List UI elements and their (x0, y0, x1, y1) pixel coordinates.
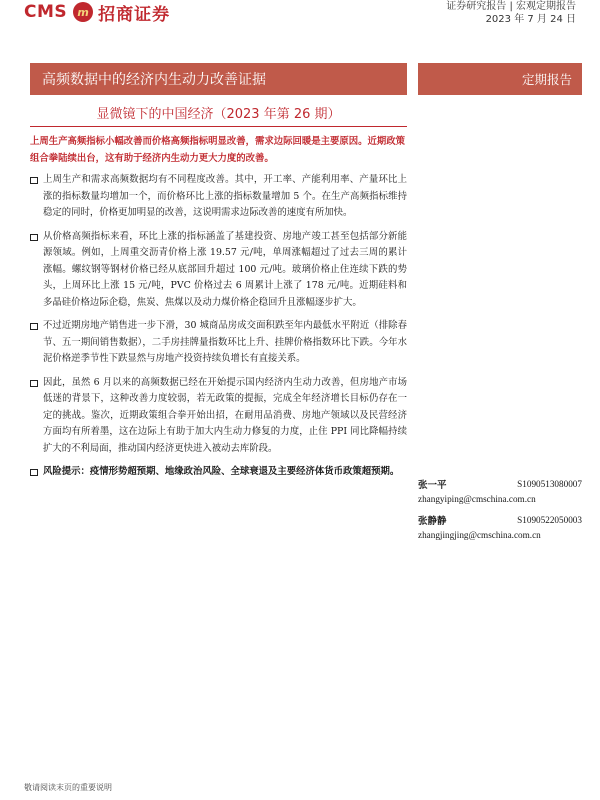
report-title: 高频数据中的经济内生动力改善证据 (42, 72, 266, 88)
subtitle-divider (30, 126, 407, 127)
analyst-license: S1090513080007 (517, 478, 582, 489)
report-title-bar (30, 63, 407, 95)
analyst-email[interactable]: zhangyiping@cmschina.com.cn (418, 493, 536, 504)
logo-cms-text: CMS (24, 2, 68, 22)
summary-paragraph: 上周生产高频指标小幅改善而价格高频指标明显改善，需求边际回暖是主要原因。近期政策组合拳陆续出台，这有助于经济内生动力更大力度的改善。 (30, 136, 406, 164)
bullet-square-icon (30, 323, 38, 330)
logo-company-name: 招商证券 (98, 4, 171, 25)
list-item (30, 318, 407, 368)
bullet-text: 因此，虽然 6 月以来的高频数据已经在开始提示国内经济内生动力改善，但房地产市场低迷的背景下，这种改善力度较弱，若无政策的提振，完成全年经济增长目标仍存在一定的挑战。鉴次，近期政策组合拳开始出招，在耐用品消费、房地产领域以及民营经济方面均有所着墨，这在边际上有助于加大内生动力修复的力度，止住 PPI 同比降幅持续扩大的不利局面，推动国内经济更快进入被动去库阶段。 (43, 376, 407, 454)
list-item (30, 375, 407, 458)
report-date: 2023 年 7 月 24 日 (485, 14, 576, 25)
report-category: 定期报告 (521, 72, 572, 87)
footer-disclaimer: 敬请阅读末页的重要说明 (24, 783, 112, 792)
bullet-text: 上周生产和需求高频数据均有不同程度改善。其中，开工率、产能利用率、产量环比上涨的指标数量均增加一个，而价格环比上涨的指标数量增加 5 个。在生产高频指标维持稳定的同时，价格更加明显的改善，这说明需求边际改善的速度有所加快。 (43, 174, 407, 218)
company-logo (24, 0, 170, 24)
risk-warning-item (30, 464, 407, 481)
list-item (30, 229, 407, 312)
key-points-list (30, 172, 407, 488)
analyst-license: S1090522050003 (517, 514, 582, 525)
analyst-name: 张一平 (418, 479, 447, 491)
analyst-name: 张静静 (418, 515, 447, 527)
report-type: 证券研究报告 | 宏观定期报告 (446, 1, 576, 12)
bullet-text: 从价格高频指标来看，环比上涨的指标涵盖了基建投资、房地产竣工甚至包括部分新能源领域。例如，上周重交沥青价格上涨 19.57 元/吨，单周涨幅超过了过去三周的累计涨幅。螺纹钢等钢材价格已经从底部回升超过 100 元/吨。玻璃价格止住连续下跌的势头，上周环比上涨 15 元/吨，PVC 价格过去 6 周累计上涨了 178 元/吨。近期硅料和多晶硅价格边际企稳，焦炭、焦煤以及动力煤价格企稳回升且涨幅逐步扩大。 (43, 230, 407, 308)
analyst-email[interactable]: zhangjingjing@cmschina.com.cn (418, 529, 541, 540)
bullet-square-icon (30, 380, 38, 387)
bullet-text: 不过近期房地产销售进一步下滑，30 城商品房成交面积跌至年内最低水平附近（排除春节、五一期间销售数据），二手房挂牌量指数环比上升、挂牌价格指数环比下跌。今年水泥价格逆季节性下跌显然与房地产投资持续负增长有直接关系。 (43, 320, 407, 364)
list-item (30, 172, 407, 222)
report-subtitle: 显微镜下的中国经济（2023 年第 26 期） (96, 107, 341, 122)
bullet-square-icon (30, 177, 38, 184)
bullet-square-icon (30, 469, 38, 476)
bullet-square-icon (30, 234, 38, 241)
risk-warning-text: 风险提示：疫情形势超预期、地缘政治风险、全球衰退及主要经济体货币政策超预期。 (43, 466, 400, 477)
logo-badge-icon: m (73, 2, 93, 22)
analyst-panel (418, 476, 582, 548)
report-category-bar (418, 63, 582, 95)
analyst-row (418, 476, 582, 491)
analyst-row (418, 512, 582, 527)
